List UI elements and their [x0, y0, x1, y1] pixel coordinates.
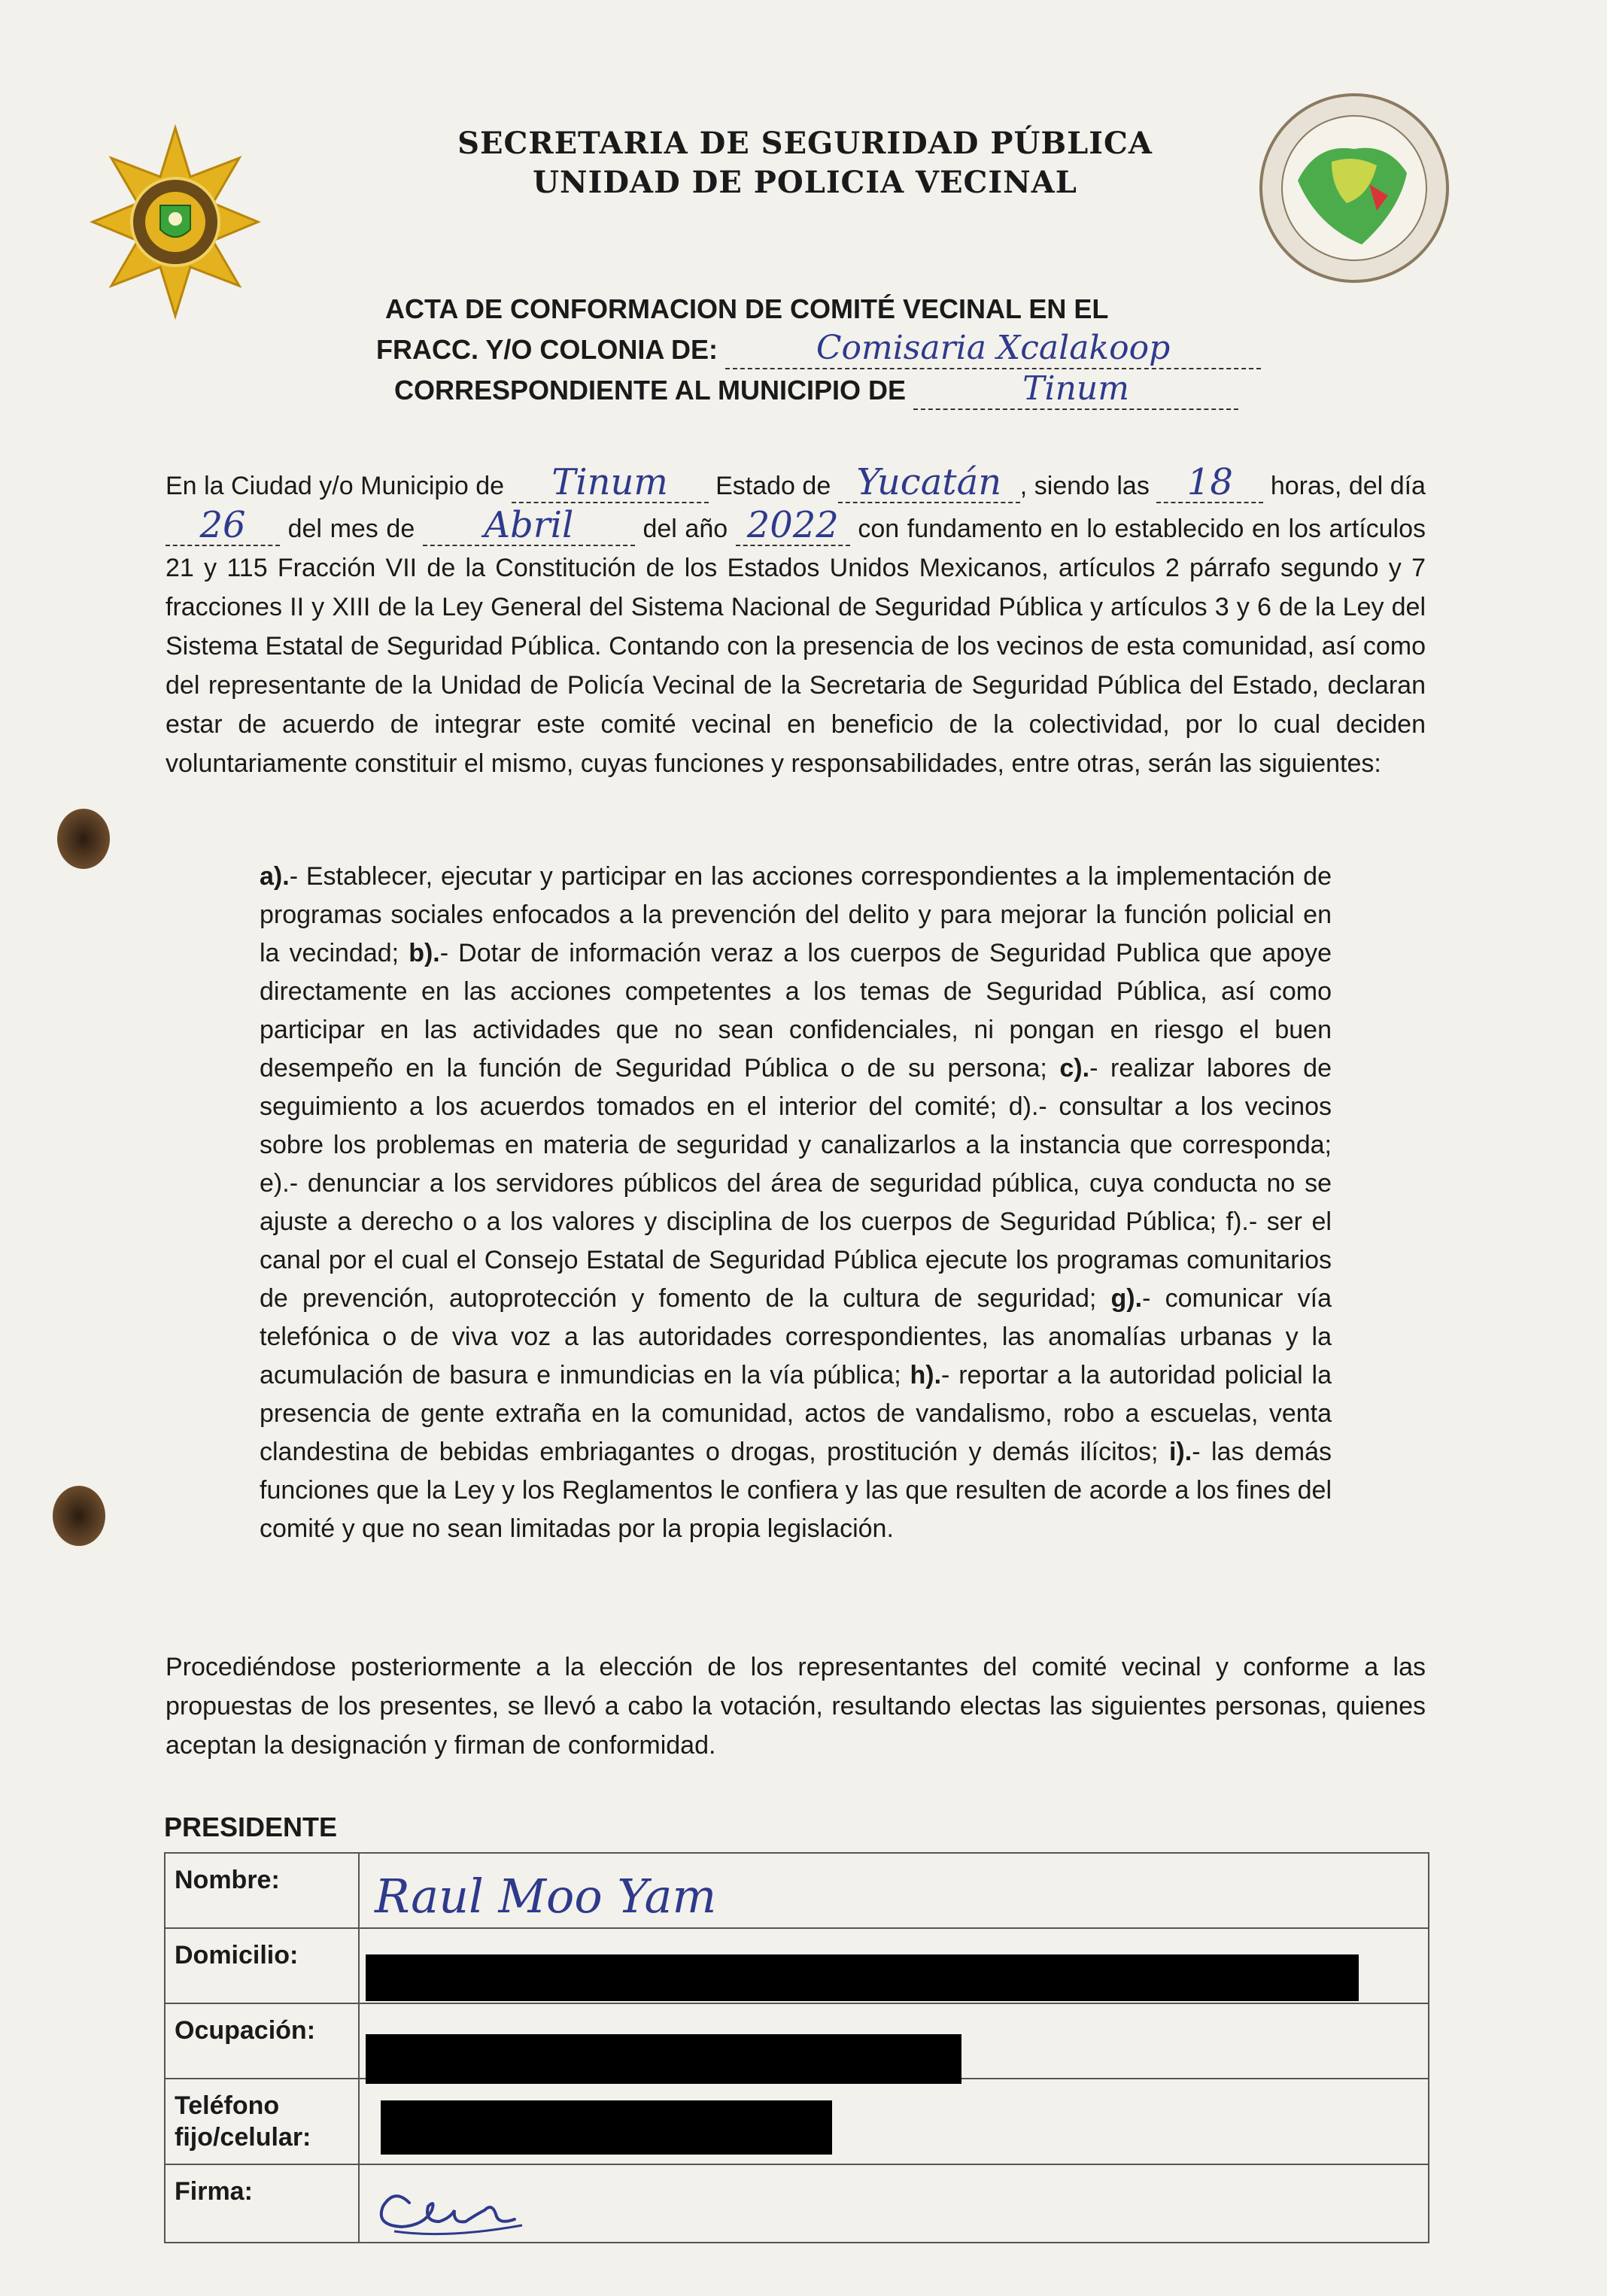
function-text-b: - Dotar de información veraz a los cuerpos de Seguridad Publica que apoye directamente en las acciones competentes a los temas de Seguridad Pública, así como participar en las actividades que no sean confidenciales, ni pongan en riesgo el buen desempeño en la función de Seguridad Pública o de su persona;	[260, 939, 1332, 1083]
estado-handwritten: Yucatán	[838, 463, 1020, 503]
header-line-1: SECRETARIA DE SEGURIDAD PÚBLICA	[457, 126, 1153, 161]
function-mark-a: a).	[260, 862, 290, 891]
function-text-c: - realizar labores de seguimiento a los acuerdos tomados en el interior del comité;	[260, 1054, 1332, 1121]
function-text-h: - reportar a la autoridad policial la presencia de gente extraña en la comunidad, actos de vandalismo, robo a escuelas, venta clandestina de bebidas embriagantes o drogas, prostitución y demás ilícitos;	[260, 1361, 1332, 1466]
telefono-label	[165, 2079, 359, 2164]
dia-handwritten: 26	[166, 506, 280, 546]
presidente-heading: PRESIDENTE	[164, 1812, 338, 1842]
firma-field	[359, 2164, 1429, 2243]
telefono-label-line-1: Teléfono	[175, 2091, 280, 2120]
function-mark-c: c).	[1059, 1054, 1090, 1083]
domicilio-field	[359, 1928, 1429, 2003]
form-row-nombre	[165, 1853, 1429, 1928]
signature-icon	[364, 2180, 545, 2240]
colonia-value: Comisaria Xcalakoop	[725, 329, 1261, 369]
mes-handwritten: Abril	[423, 506, 635, 546]
function-text-e: - denunciar a los servidores públicos del área de seguridad pública, cuya conducta no se ajuste a derecho o a los valores y disciplina de los cuerpos de Seguridad Pública;	[260, 1169, 1332, 1236]
acta-line-3	[376, 369, 1241, 410]
telefono-label-line-2: fijo/celular:	[175, 2123, 311, 2152]
hora-handwritten: 18	[1156, 463, 1263, 503]
anio-handwritten: 2022	[736, 506, 850, 546]
nombre-field	[359, 1853, 1429, 1928]
function-text-a: - Establecer, ejecutar y participar en las acciones correspondientes a la implementación de programas sociales enfocados a la prevención del delito y para mejorar la función policial en la vecindad;	[260, 862, 1332, 967]
municipio-label: CORRESPONDIENTE AL MUNICIPIO DE	[394, 375, 907, 405]
function-text-f: - ser el canal por el cual el Consejo Estatal de Seguridad Pública ejecute los programas comunitarios de prevención, autoprotección y fomento de la cultura de seguridad;	[260, 1207, 1332, 1313]
form-row-firma	[165, 2164, 1429, 2243]
acta-line-1: ACTA DE CONFORMACION DE COMITÉ VECINAL EN EL	[385, 293, 1109, 324]
intro-text-6: del año	[642, 515, 728, 543]
nombre-handwritten: Raul Moo Yam	[375, 1869, 717, 1924]
intro-text-2: Estado de	[715, 472, 831, 500]
function-mark-e: e).	[260, 1169, 290, 1198]
punch-hole-bottom	[53, 1486, 105, 1546]
ocupacion-label: Ocupación:	[165, 2003, 359, 2079]
municipio-handwritten: Tinum	[512, 463, 709, 503]
acta-title-block	[376, 290, 1241, 410]
form-row-ocupacion	[165, 2003, 1429, 2079]
acta-line-2	[376, 329, 1241, 369]
header-line-2: UNIDAD DE POLICIA VECINAL	[533, 165, 1077, 200]
function-mark-h: h).	[910, 1361, 942, 1389]
intro-paragraph	[166, 463, 1426, 783]
intro-text-1: En la Ciudad y/o Municipio de	[166, 472, 505, 500]
function-mark-b: b).	[409, 939, 440, 967]
colonia-label: FRACC. Y/O COLONIA DE:	[376, 334, 718, 365]
functions-list	[260, 858, 1332, 1548]
domicilio-label: Domicilio:	[165, 1928, 359, 2003]
form-row-domicilio	[165, 1928, 1429, 2003]
redaction-bar	[366, 1954, 1359, 2001]
redaction-bar	[381, 2100, 832, 2155]
police-star-emblem-icon	[89, 124, 262, 320]
redaction-bar	[366, 2034, 961, 2084]
function-mark-g: g).	[1110, 1284, 1143, 1313]
function-mark-d: d).	[1008, 1092, 1039, 1121]
function-mark-f: f).	[1226, 1207, 1249, 1236]
form-row-telefono	[165, 2079, 1429, 2164]
intro-text-4: horas, del día	[1270, 472, 1426, 500]
municipio-value: Tinum	[913, 369, 1238, 410]
function-text-g: - comunicar vía telefónica o de viva voz a las autoridades correspondientes, las anomalías urbanas y la acumulación de basura e inmundicias en la vía pública;	[260, 1284, 1332, 1389]
nombre-label: Nombre:	[165, 1853, 359, 1928]
function-mark-i: i).	[1168, 1438, 1192, 1466]
function-text-d: - consultar a los vecinos sobre los problemas en materia de seguridad y canalizarlos a la instancia que corresponda;	[260, 1092, 1332, 1159]
document-header	[406, 124, 1204, 202]
intro-text-5: del mes de	[287, 515, 415, 543]
intro-text-7: con fundamento en lo establecido en los artículos 21 y 115 Fracción VII de la Constitución de los Estados Unidos Mexicanos, artículos 2 párrafo segundo y 7 fracciones II y XIII de la Ley General del Sistema Nacional de Seguridad Pública y artículos 3 y 6 de la Ley del Sistema Estatal de Seguridad Pública. Contando con la presencia de los vecinos de esta comunidad, así como del representante de la Unidad de Policía Vecinal de la Secretaria de Seguridad Pública del Estado, declaran estar de acuerdo de integrar este comité vecinal en beneficio de la colectividad, por lo cual deciden voluntariamente constituir el mismo, cuyas funciones y responsabilidades, entre otras, serán las siguientes:	[166, 515, 1426, 778]
election-paragraph: Procediéndose posteriormente a la elección de los representantes del comité vecinal y conforme a las propuestas de los presentes, se llevó a cabo la votación, resultando electas las siguientes personas, quienes aceptan la designación y firman de conformidad.	[166, 1653, 1426, 1760]
presidente-form	[164, 1852, 1429, 2243]
firma-label: Firma:	[165, 2164, 359, 2243]
committee-seal-icon	[1256, 90, 1452, 286]
ocupacion-field	[359, 2003, 1429, 2079]
intro-text-3: , siendo las	[1019, 472, 1150, 500]
function-text-i: - las demás funciones que la Ley y los Reglamentos le confiera y las que resulten de acorde a los fines del comité y que no sean limitadas por la propia legislación.	[260, 1438, 1332, 1543]
telefono-field	[359, 2079, 1429, 2164]
punch-hole-top	[57, 809, 110, 869]
